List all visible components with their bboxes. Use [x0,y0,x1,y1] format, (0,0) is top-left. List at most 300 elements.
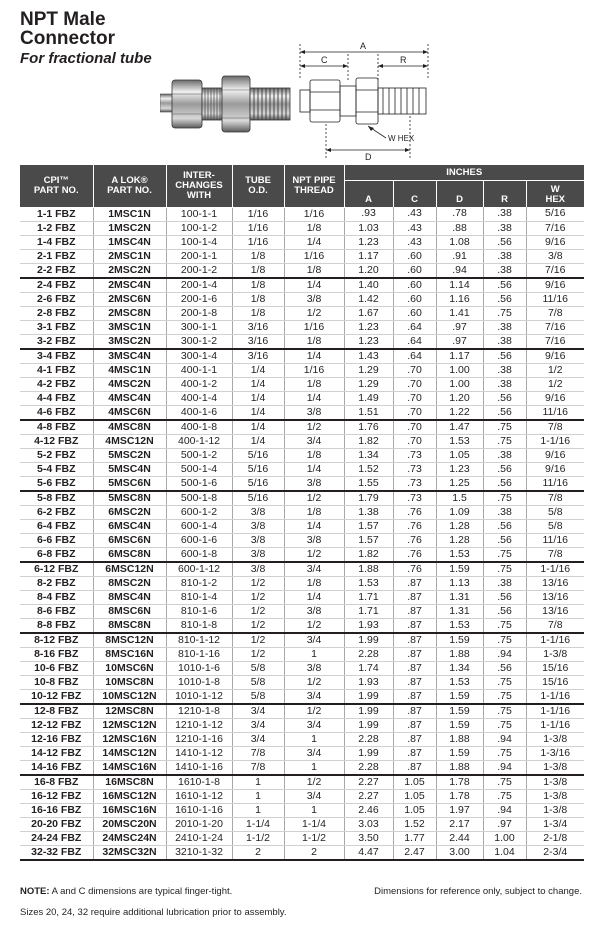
note-label: NOTE: [20,886,50,897]
table-cell: 9/16 [526,349,584,364]
table-cell: 6-4 FBZ [20,519,93,533]
table-cell: .60 [393,263,436,278]
table-cell: 3.00 [436,845,483,860]
table-row [20,221,584,235]
table-cell: 8-2 FBZ [20,576,93,590]
table-cell: .70 [393,420,436,435]
table-row [20,576,584,590]
table-cell: 5MSC4N [93,462,166,476]
table-cell: 2MSC6N [93,292,166,306]
table-cell: 1-3/16 [526,746,584,760]
table-cell: .38 [483,221,526,235]
dim-label-a: A [360,41,367,51]
table-cell: 1/4 [284,590,344,604]
table-cell: 1.38 [344,505,393,519]
table-cell: 1.05 [393,789,436,803]
table-cell: 32MSC32N [93,845,166,860]
table-row [20,391,584,405]
table-cell: 2.27 [344,789,393,803]
table-cell: 3/8 [284,661,344,675]
table-cell: 1.93 [344,618,393,633]
table-cell: .87 [393,732,436,746]
table-row [20,334,584,349]
table-cell: 3/4 [284,434,344,448]
table-cell: 1 [232,789,284,803]
table-row [20,675,584,689]
table-row [20,278,584,293]
col-header-cpi: CPI™ PART NO. [20,165,93,207]
table-cell: 1.74 [344,661,393,675]
table-cell: 810-1-8 [166,618,232,633]
table-cell: .73 [393,476,436,491]
table-row [20,732,584,746]
table-cell: 1010-1-12 [166,689,232,704]
table-cell: 5-2 FBZ [20,448,93,462]
table-cell: 1/8 [284,221,344,235]
table-cell: .76 [393,562,436,577]
table-cell: 1/2 [284,491,344,506]
table-cell: 3/4 [232,732,284,746]
table-cell: 400-1-1 [166,363,232,377]
table-cell: 1/8 [232,263,284,278]
table-cell: 1-3/4 [526,817,584,831]
table-cell: 1.05 [436,448,483,462]
table-cell: 5/16 [232,462,284,476]
table-cell: 1/4 [284,519,344,533]
table-cell: 2410-1-24 [166,831,232,845]
table-cell: 1/8 [284,576,344,590]
table-cell: 100-1-4 [166,235,232,249]
table-cell: .56 [483,235,526,249]
table-cell: 1.71 [344,590,393,604]
table-cell: .56 [483,661,526,675]
table-body [20,207,584,860]
table-cell: 400-1-4 [166,391,232,405]
table-cell: .43 [393,235,436,249]
table-cell: .93 [344,207,393,221]
product-title-line1: NPT Male [20,9,106,30]
table-cell: 7/16 [526,263,584,278]
table-cell: .75 [483,689,526,704]
table-cell: 1/16 [284,249,344,263]
table-cell: 1.03 [344,221,393,235]
table-cell: .73 [393,448,436,462]
table-cell: 1.22 [436,405,483,420]
col-header-alok: A LOK® PART NO. [93,165,166,207]
table-cell: 1.40 [344,278,393,293]
table-cell: 1-1/16 [526,562,584,577]
table-cell: .75 [483,718,526,732]
table-cell: 1.76 [344,420,393,435]
table-cell: 4MSC6N [93,405,166,420]
table-cell: 15/16 [526,675,584,689]
table-cell: 1.53 [436,434,483,448]
table-cell: 12-16 FBZ [20,732,93,746]
table-row [20,760,584,775]
table-cell: 1/2 [284,306,344,320]
table-cell: 4MSC2N [93,377,166,391]
table-cell: 3MSC1N [93,320,166,334]
table-cell: 2.28 [344,732,393,746]
table-cell: 3/16 [232,320,284,334]
table-cell: .56 [483,519,526,533]
table-cell: 24-24 FBZ [20,831,93,845]
table-cell: .38 [483,576,526,590]
table-cell: 4MSC8N [93,420,166,435]
table-cell: .56 [483,590,526,604]
table-row [20,704,584,719]
table-cell: .87 [393,647,436,661]
table-cell: 11/16 [526,476,584,491]
table-cell: 1/4 [232,363,284,377]
table-cell: 8MSC6N [93,604,166,618]
table-cell: 15/16 [526,661,584,675]
note-text: A and C dimensions are typical finger-tight. [49,886,233,897]
table-cell: 2.46 [344,803,393,817]
table-cell: 6MSC8N [93,547,166,562]
table-cell: 4MSC12N [93,434,166,448]
table-cell: 1.88 [436,760,483,775]
col-header-d: D [436,181,483,208]
table-cell: 7/8 [526,618,584,633]
table-cell: 600-1-2 [166,505,232,519]
table-cell: .94 [483,732,526,746]
table-cell: 2-6 FBZ [20,292,93,306]
table-cell: .75 [483,789,526,803]
table-cell: 200-1-8 [166,306,232,320]
table-cell: 1/2 [232,618,284,633]
table-row [20,491,584,506]
table-cell: 1.99 [344,633,393,648]
table-cell: 1.13 [436,576,483,590]
table-cell: 1.78 [436,775,483,790]
table-cell: 7/8 [526,491,584,506]
table-cell: 1/2 [284,420,344,435]
table-cell: 2010-1-20 [166,817,232,831]
table-cell: 2.27 [344,775,393,790]
table-cell: 3210-1-32 [166,845,232,860]
table-cell: 1.41 [436,306,483,320]
table-row [20,420,584,435]
col-header-c: C [393,181,436,208]
table-cell: .70 [393,391,436,405]
table-cell: 1/2 [284,704,344,719]
table-cell: 1.42 [344,292,393,306]
table-cell: 810-1-2 [166,576,232,590]
table-cell: 3/16 [232,349,284,364]
table-cell: 1.23 [344,320,393,334]
table-cell: 5/8 [232,675,284,689]
table-cell: .87 [393,760,436,775]
table-cell: .97 [436,334,483,349]
col-header-npt-thread: NPT PIPE THREAD [284,165,344,207]
table-cell: 12MSC8N [93,704,166,719]
table-cell: 1/8 [232,306,284,320]
dim-label-c: C [321,55,328,65]
table-cell: 810-1-12 [166,633,232,648]
dim-label-whex: W HEX [388,134,415,143]
table-cell: 1.88 [344,562,393,577]
table-cell: 1.47 [436,420,483,435]
table-cell: .76 [393,533,436,547]
table-cell: 1.23 [344,334,393,349]
table-cell: 1-1/2 [232,831,284,845]
table-cell: .64 [393,349,436,364]
table-cell: 1.23 [436,462,483,476]
table-cell: 1.53 [436,675,483,689]
table-cell: 400-1-6 [166,405,232,420]
table-cell: .38 [483,363,526,377]
table-cell: .87 [393,746,436,760]
table-cell: 1/4 [284,462,344,476]
table-cell: 1.59 [436,718,483,732]
table-cell: 100-1-2 [166,221,232,235]
table-cell: 5/8 [232,661,284,675]
table-cell: 8MSC16N [93,647,166,661]
title-block [20,10,152,69]
table-cell: 1.57 [344,533,393,547]
table-cell: 1-1/16 [526,689,584,704]
table-row [20,547,584,562]
table-cell: 1/8 [232,278,284,293]
table-cell: 1-3/8 [526,732,584,746]
table-cell: 500-1-6 [166,476,232,491]
table-cell: 2-4 FBZ [20,278,93,293]
table-row [20,831,584,845]
table-cell: 7/16 [526,221,584,235]
table-cell: .87 [393,590,436,604]
table-row [20,718,584,732]
table-cell: 16MSC8N [93,775,166,790]
table-cell: 2-1/8 [526,831,584,845]
table-cell: 3/8 [232,533,284,547]
table-cell: 3/8 [284,533,344,547]
table-cell: 8MSC2N [93,576,166,590]
table-cell: 5/16 [232,476,284,491]
table-cell: 5/8 [526,505,584,519]
table-cell: 1/2 [232,590,284,604]
table-cell: 1/2 [232,604,284,618]
table-cell: .91 [436,249,483,263]
table-cell: .75 [483,434,526,448]
table-cell: 1210-1-16 [166,732,232,746]
table-cell: 1.67 [344,306,393,320]
dimension-table [20,165,584,861]
table-cell: 1-3/8 [526,775,584,790]
table-cell: 20MSC20N [93,817,166,831]
table-cell: 8MSC12N [93,633,166,648]
table-cell: 4MSC4N [93,391,166,405]
table-cell: 1.59 [436,562,483,577]
table-row [20,789,584,803]
table-cell: 200-1-2 [166,263,232,278]
dim-label-d: D [365,152,372,162]
table-cell: 1MSC1N [93,207,166,221]
table-row [20,803,584,817]
note-lubrication: Sizes 20, 24, 32 require additional lubrication prior to assembly. [20,907,287,918]
table-row [20,235,584,249]
table-cell: .75 [483,704,526,719]
table-cell: 1/4 [284,391,344,405]
table-cell: .56 [483,405,526,420]
table-cell: .75 [483,618,526,633]
table-cell: .87 [393,689,436,704]
table-cell: 1/8 [232,249,284,263]
table-cell: 1210-1-8 [166,704,232,719]
table-cell: 3/4 [284,689,344,704]
table-row [20,320,584,334]
table-cell: 1/8 [232,292,284,306]
table-cell: .94 [436,263,483,278]
table-cell: 2-3/4 [526,845,584,860]
note-finger-tight [20,886,232,897]
table-cell: 1.05 [393,803,436,817]
table-cell: 500-1-4 [166,462,232,476]
table-cell: 4-1 FBZ [20,363,93,377]
table-cell: .75 [483,746,526,760]
table-cell: 1/8 [284,377,344,391]
table-row [20,590,584,604]
table-cell: 1.88 [436,732,483,746]
table-cell: 1/2 [232,576,284,590]
table-cell: 1.00 [436,363,483,377]
table-cell: 14-12 FBZ [20,746,93,760]
table-cell: 10-8 FBZ [20,675,93,689]
table-cell: 3/8 [232,519,284,533]
table-cell: 1/2 [284,775,344,790]
table-cell: 1/16 [284,207,344,221]
table-cell: 8-8 FBZ [20,618,93,633]
table-cell: 200-1-1 [166,249,232,263]
table-row [20,505,584,519]
table-cell: 12-8 FBZ [20,704,93,719]
table-cell: 1.82 [344,434,393,448]
table-cell: 5MSC6N [93,476,166,491]
table-cell: 810-1-4 [166,590,232,604]
table-cell: 1.29 [344,377,393,391]
table-cell: 1610-1-16 [166,803,232,817]
table-cell: 1.00 [483,831,526,845]
table-cell: 3.03 [344,817,393,831]
table-cell: 14MSC12N [93,746,166,760]
table-row [20,462,584,476]
table-cell: 6MSC12N [93,562,166,577]
table-cell: 1.53 [436,547,483,562]
table-cell: .38 [483,320,526,334]
table-cell: .97 [483,817,526,831]
table-row [20,562,584,577]
table-cell: 1/2 [232,633,284,648]
table-cell: 1/8 [284,334,344,349]
table-cell: 3/4 [232,718,284,732]
table-cell: 400-1-2 [166,377,232,391]
fitting-photo [160,72,295,140]
table-cell: 13/16 [526,604,584,618]
table-cell: 1.17 [344,249,393,263]
table-cell: .38 [483,207,526,221]
table-cell: 200-1-6 [166,292,232,306]
table-row [20,249,584,263]
table-cell: 1010-1-8 [166,675,232,689]
table-cell: 7/8 [232,760,284,775]
table-cell: .64 [393,320,436,334]
table-cell: 5MSC2N [93,448,166,462]
table-cell: 2 [284,845,344,860]
table-cell: 1/16 [232,207,284,221]
table-cell: 300-1-4 [166,349,232,364]
table-cell: .70 [393,434,436,448]
table-cell: 4-12 FBZ [20,434,93,448]
table-cell: 1-1/2 [284,831,344,845]
table-cell: 1.59 [436,746,483,760]
dim-label-r: R [400,55,407,65]
table-cell: 1/4 [284,278,344,293]
col-header-w-hex: W HEX [526,181,584,208]
table-cell: 10MSC8N [93,675,166,689]
product-subtitle: For fractional tube [20,50,152,67]
table-cell: .56 [483,278,526,293]
table-cell: .60 [393,292,436,306]
table-cell: 2.44 [436,831,483,845]
table-cell: .38 [483,448,526,462]
table-cell: 3/8 [232,562,284,577]
table-cell: 1/16 [232,221,284,235]
table-cell: 1610-1-8 [166,775,232,790]
table-cell: .73 [393,462,436,476]
table-row [20,746,584,760]
table-cell: 9/16 [526,235,584,249]
table-row [20,363,584,377]
table-cell: .78 [436,207,483,221]
table-cell: 1/16 [284,320,344,334]
table-cell: 1-1/4 [232,817,284,831]
table-cell: .76 [393,519,436,533]
table-cell: 1/4 [284,235,344,249]
table-cell: 24MSC24N [93,831,166,845]
table-cell: 7/8 [526,420,584,435]
table-cell: 13/16 [526,576,584,590]
table-cell: 7/8 [526,547,584,562]
table-cell: 3/8 [284,292,344,306]
col-header-r: R [483,181,526,208]
table-row [20,633,584,648]
table-cell: .76 [393,505,436,519]
table-row [20,377,584,391]
table-cell: 14MSC16N [93,760,166,775]
note-reference: Dimensions for reference only, subject to change. [374,886,582,897]
table-cell: 3/16 [232,334,284,349]
table-cell: 6MSC6N [93,533,166,547]
table-cell: 1-1 FBZ [20,207,93,221]
table-cell: 1/2 [284,675,344,689]
table-cell: 2.47 [393,845,436,860]
table-cell: 600-1-4 [166,519,232,533]
table-cell: 10MSC12N [93,689,166,704]
table-cell: 1/8 [284,505,344,519]
table-cell: 1 [284,732,344,746]
table-cell: .75 [483,675,526,689]
table-cell: 8-16 FBZ [20,647,93,661]
product-title-line2: Connector [20,28,115,49]
table-cell: .87 [393,675,436,689]
table-cell: .56 [483,292,526,306]
table-cell: 400-1-12 [166,434,232,448]
table-cell: 300-1-1 [166,320,232,334]
table-cell: 1-3/8 [526,647,584,661]
table-cell: 5-8 FBZ [20,491,93,506]
table-cell: 1.17 [436,349,483,364]
table-cell: 4-8 FBZ [20,420,93,435]
